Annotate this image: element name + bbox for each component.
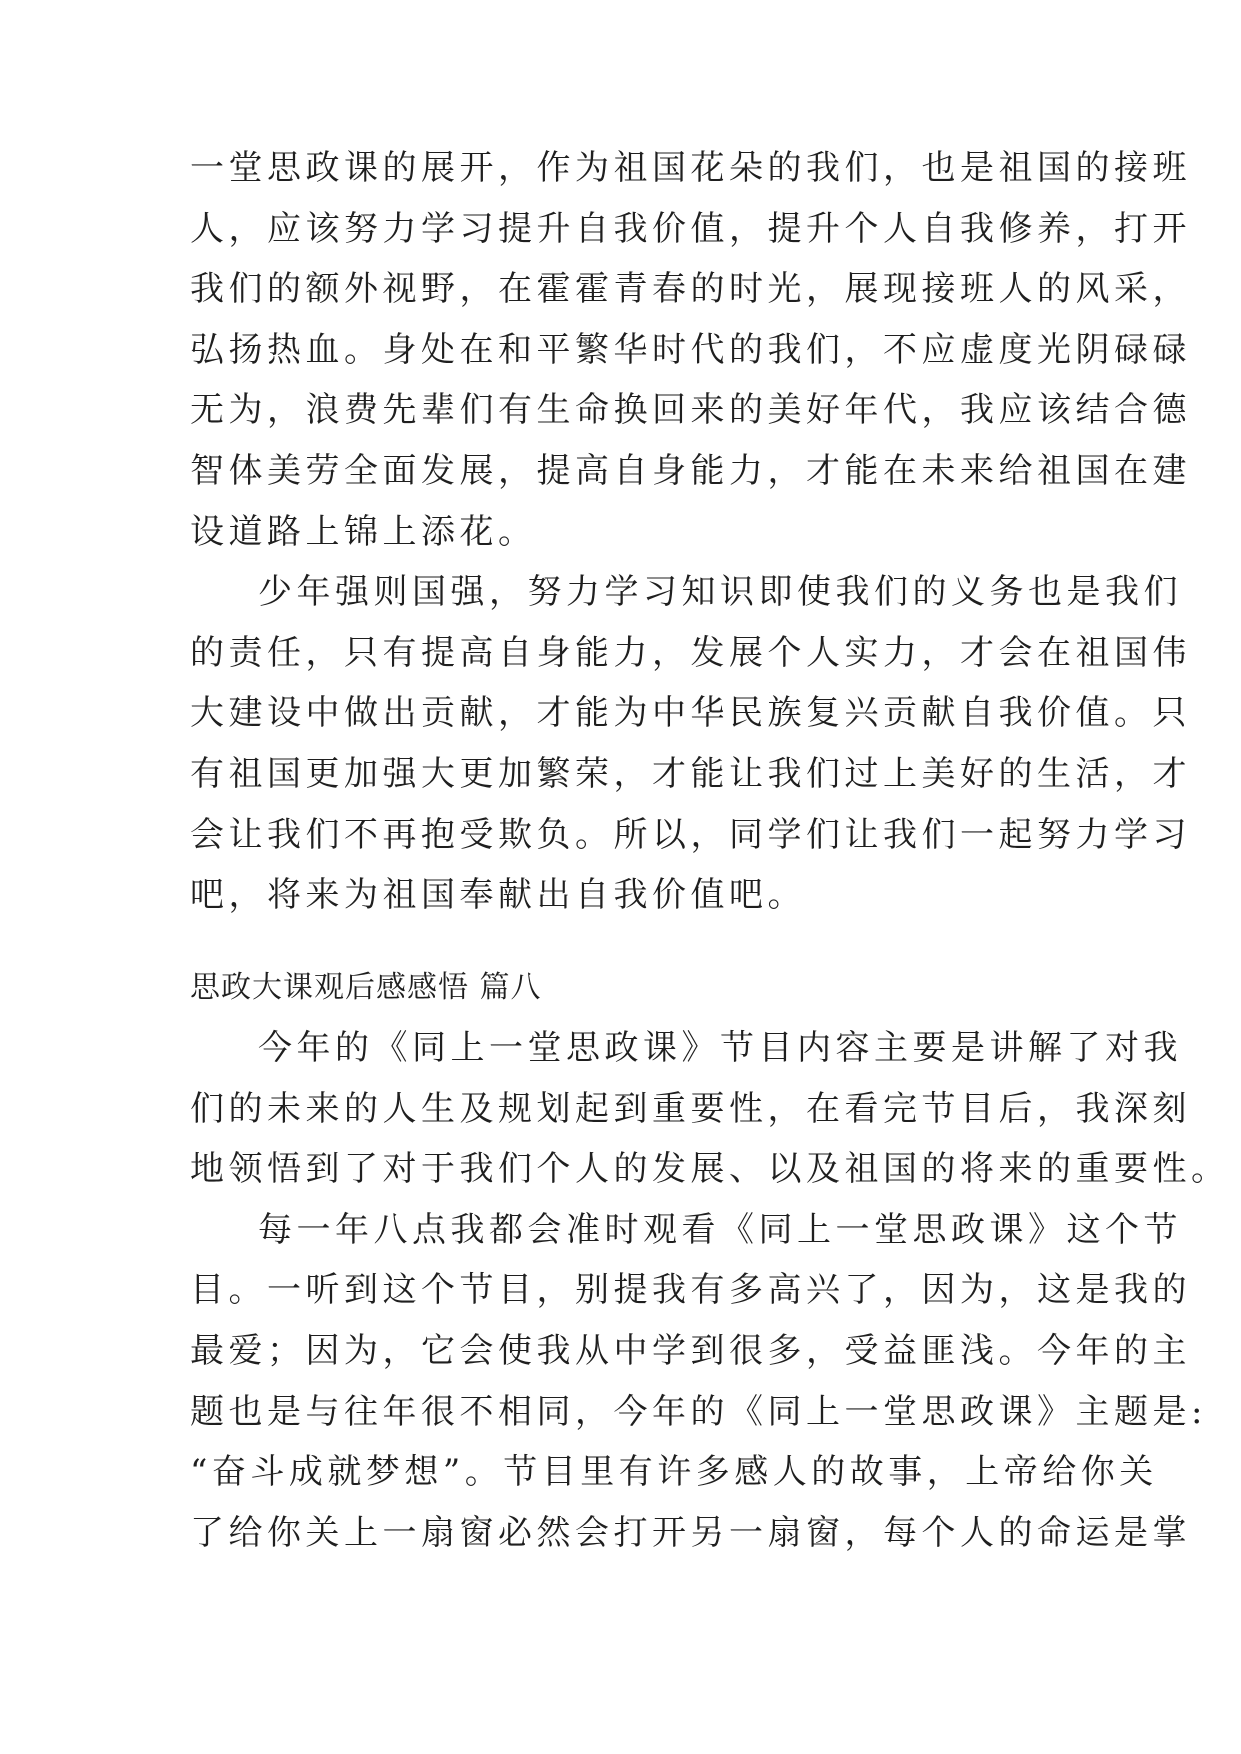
text-line: 地领悟到了对于我们个人的发展、以及祖国的将来的重要性。 [190,1149,1230,1190]
text-line: 人，应该努力学习提升自我价值，提升个人自我修养，打开 [190,208,1191,249]
body-text-block-2 [190,1018,1230,1563]
text-line: 我们的额外视野，在霍霍青春的时光，展现接班人的风采， [190,269,1191,310]
text-line: 目。一听到这个节目，别提我有多高兴了，因为，这是我的 [190,1270,1191,1311]
text-line: 最爱；因为，它会使我从中学到很多，受益匪浅。今年的主 [190,1330,1191,1371]
text-line: “奋斗成就梦想”。节目里有许多感人的故事，上帝给你关 [190,1452,1158,1493]
text-line: 了给你关上一扇窗必然会打开另一扇窗，每个人的命运是掌 [190,1512,1191,1553]
text-line: 设道路上锦上添花。 [190,511,537,552]
text-line: 有祖国更加强大更加繁荣，才能让我们过上美好的生活，才 [190,753,1191,794]
paragraph-first-line: 今年的《同上一堂思政课》节目内容主要是讲解了对我 [258,1028,1182,1068]
text-line: 的责任，只有提高自身能力，发展个人实力，才会在祖国伟 [190,632,1191,673]
section-heading: 思政大课观后感感悟 篇八 [190,970,542,1005]
paragraph-first-line: 每一年八点我都会准时观看《同上一堂思政课》这个节 [258,1209,1182,1250]
paragraph-first-line: 少年强则国强，努力学习知识即使我们的义务也是我们 [258,572,1182,613]
text-line: 们的未来的人生及规划起到重要性，在看完节目后，我深刻 [190,1088,1191,1129]
body-text-block-1 [190,138,1191,926]
text-line: 吧，将来为祖国奉献出自我价值吧。 [190,875,806,916]
text-line: 弘扬热血。身处在和平繁华时代的我们，不应虚度光阴碌碌 [190,329,1191,370]
text-line: 大建设中做出贡献，才能为中华民族复兴贡献自我价值。只 [190,693,1191,734]
text-line: 题也是与往年很不相同，今年的《同上一堂思政课》主题是: [190,1391,1207,1432]
text-line: 智体美劳全面发展，提高自身能力，才能在未来给祖国在建 [190,450,1191,491]
text-line: 无为，浪费先辈们有生命换回来的美好年代，我应该结合德 [190,390,1191,431]
text-line: 会让我们不再抱受欺负。所以，同学们让我们一起努力学习 [190,814,1191,855]
text-line: 一堂思政课的展开，作为祖国花朵的我们，也是祖国的接班 [190,148,1191,188]
